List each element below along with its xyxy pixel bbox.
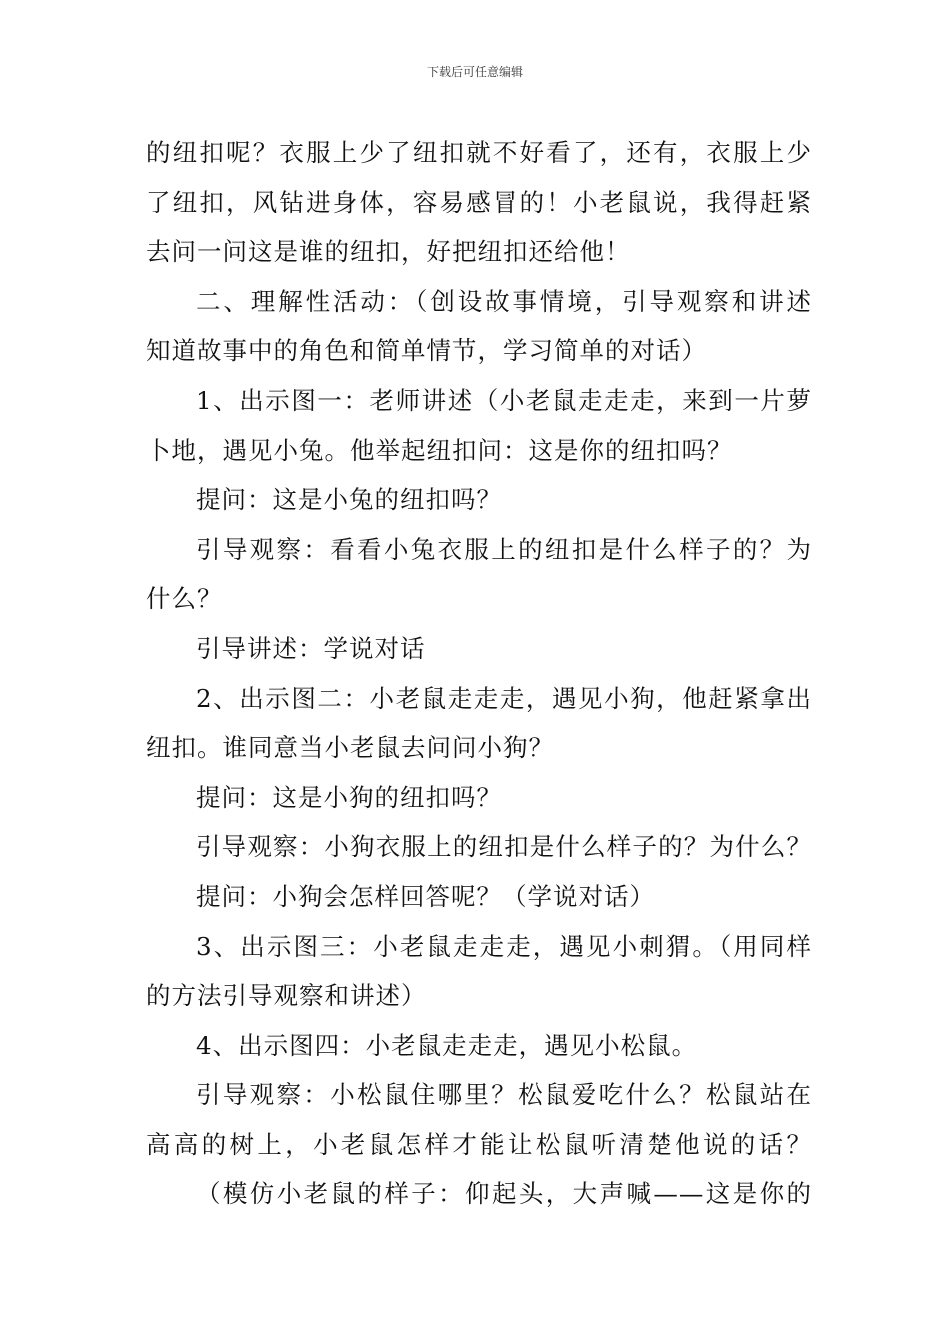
text-line: 二、理解性活动：（创设故事情境，引导观察和讲述 [196,286,812,316]
text-line: 知道故事中的角色和简单情节，学习简单的对话） [146,336,707,366]
document-body [146,128,812,1219]
text-line: 的纽扣呢？衣服上少了纽扣就不好看了，还有，衣服上少 [146,138,812,167]
text-line: 纽扣。谁同意当小老鼠去问问小狗？ [146,733,554,763]
text-line: （模仿小老鼠的样子：仰起头，大声喊——这是你的 [196,1179,812,1209]
page-header: 下载后可任意编辑 [426,65,523,79]
text-line: 提问：这是小兔的纽扣吗？ [196,485,502,515]
text-line: 引导观察：看看小兔衣服上的纽扣是什么样子的？为 [196,534,812,564]
text-line: 卜地，遇见小兔。他举起纽扣问：这是你的纽扣吗？ [146,435,733,465]
text-line: 高高的树上，小老鼠怎样才能让松鼠听清楚他说的话？ [146,1129,812,1159]
text-line: 的方法引导观察和讲述） [146,981,427,1011]
text-line: 引导观察：小松鼠住哪里？松鼠爱吃什么？松鼠站在 [196,1080,812,1110]
text-line: 去问一问这是谁的纽扣，好把纽扣还给他！ [146,237,631,267]
text-line: 提问：小狗会怎样回答呢？（学说对话） [196,881,655,911]
text-line: 了纽扣，风钻进身体，容易感冒的！小老鼠说，我得赶紧 [146,187,812,217]
text-line: 提问：这是小狗的纽扣吗？ [196,782,502,812]
text-line: 2、出示图二：小老鼠走走走，遇见小狗，他赶紧拿出 [196,683,812,713]
text-line: 1、出示图一：老师讲述（小老鼠走走走，来到一片萝 [196,385,812,415]
text-line: 4、出示图四：小老鼠走走走，遇见小松鼠。 [196,1030,698,1060]
text-line: 3、出示图三：小老鼠走走走，遇见小刺猬。（用同样 [196,931,812,961]
text-line: 什么？ [146,584,223,614]
text-line: 引导讲述：学说对话 [196,633,426,663]
text-line: 引导观察：小狗衣服上的纽扣是什么样子的？为什么？ [196,832,812,862]
